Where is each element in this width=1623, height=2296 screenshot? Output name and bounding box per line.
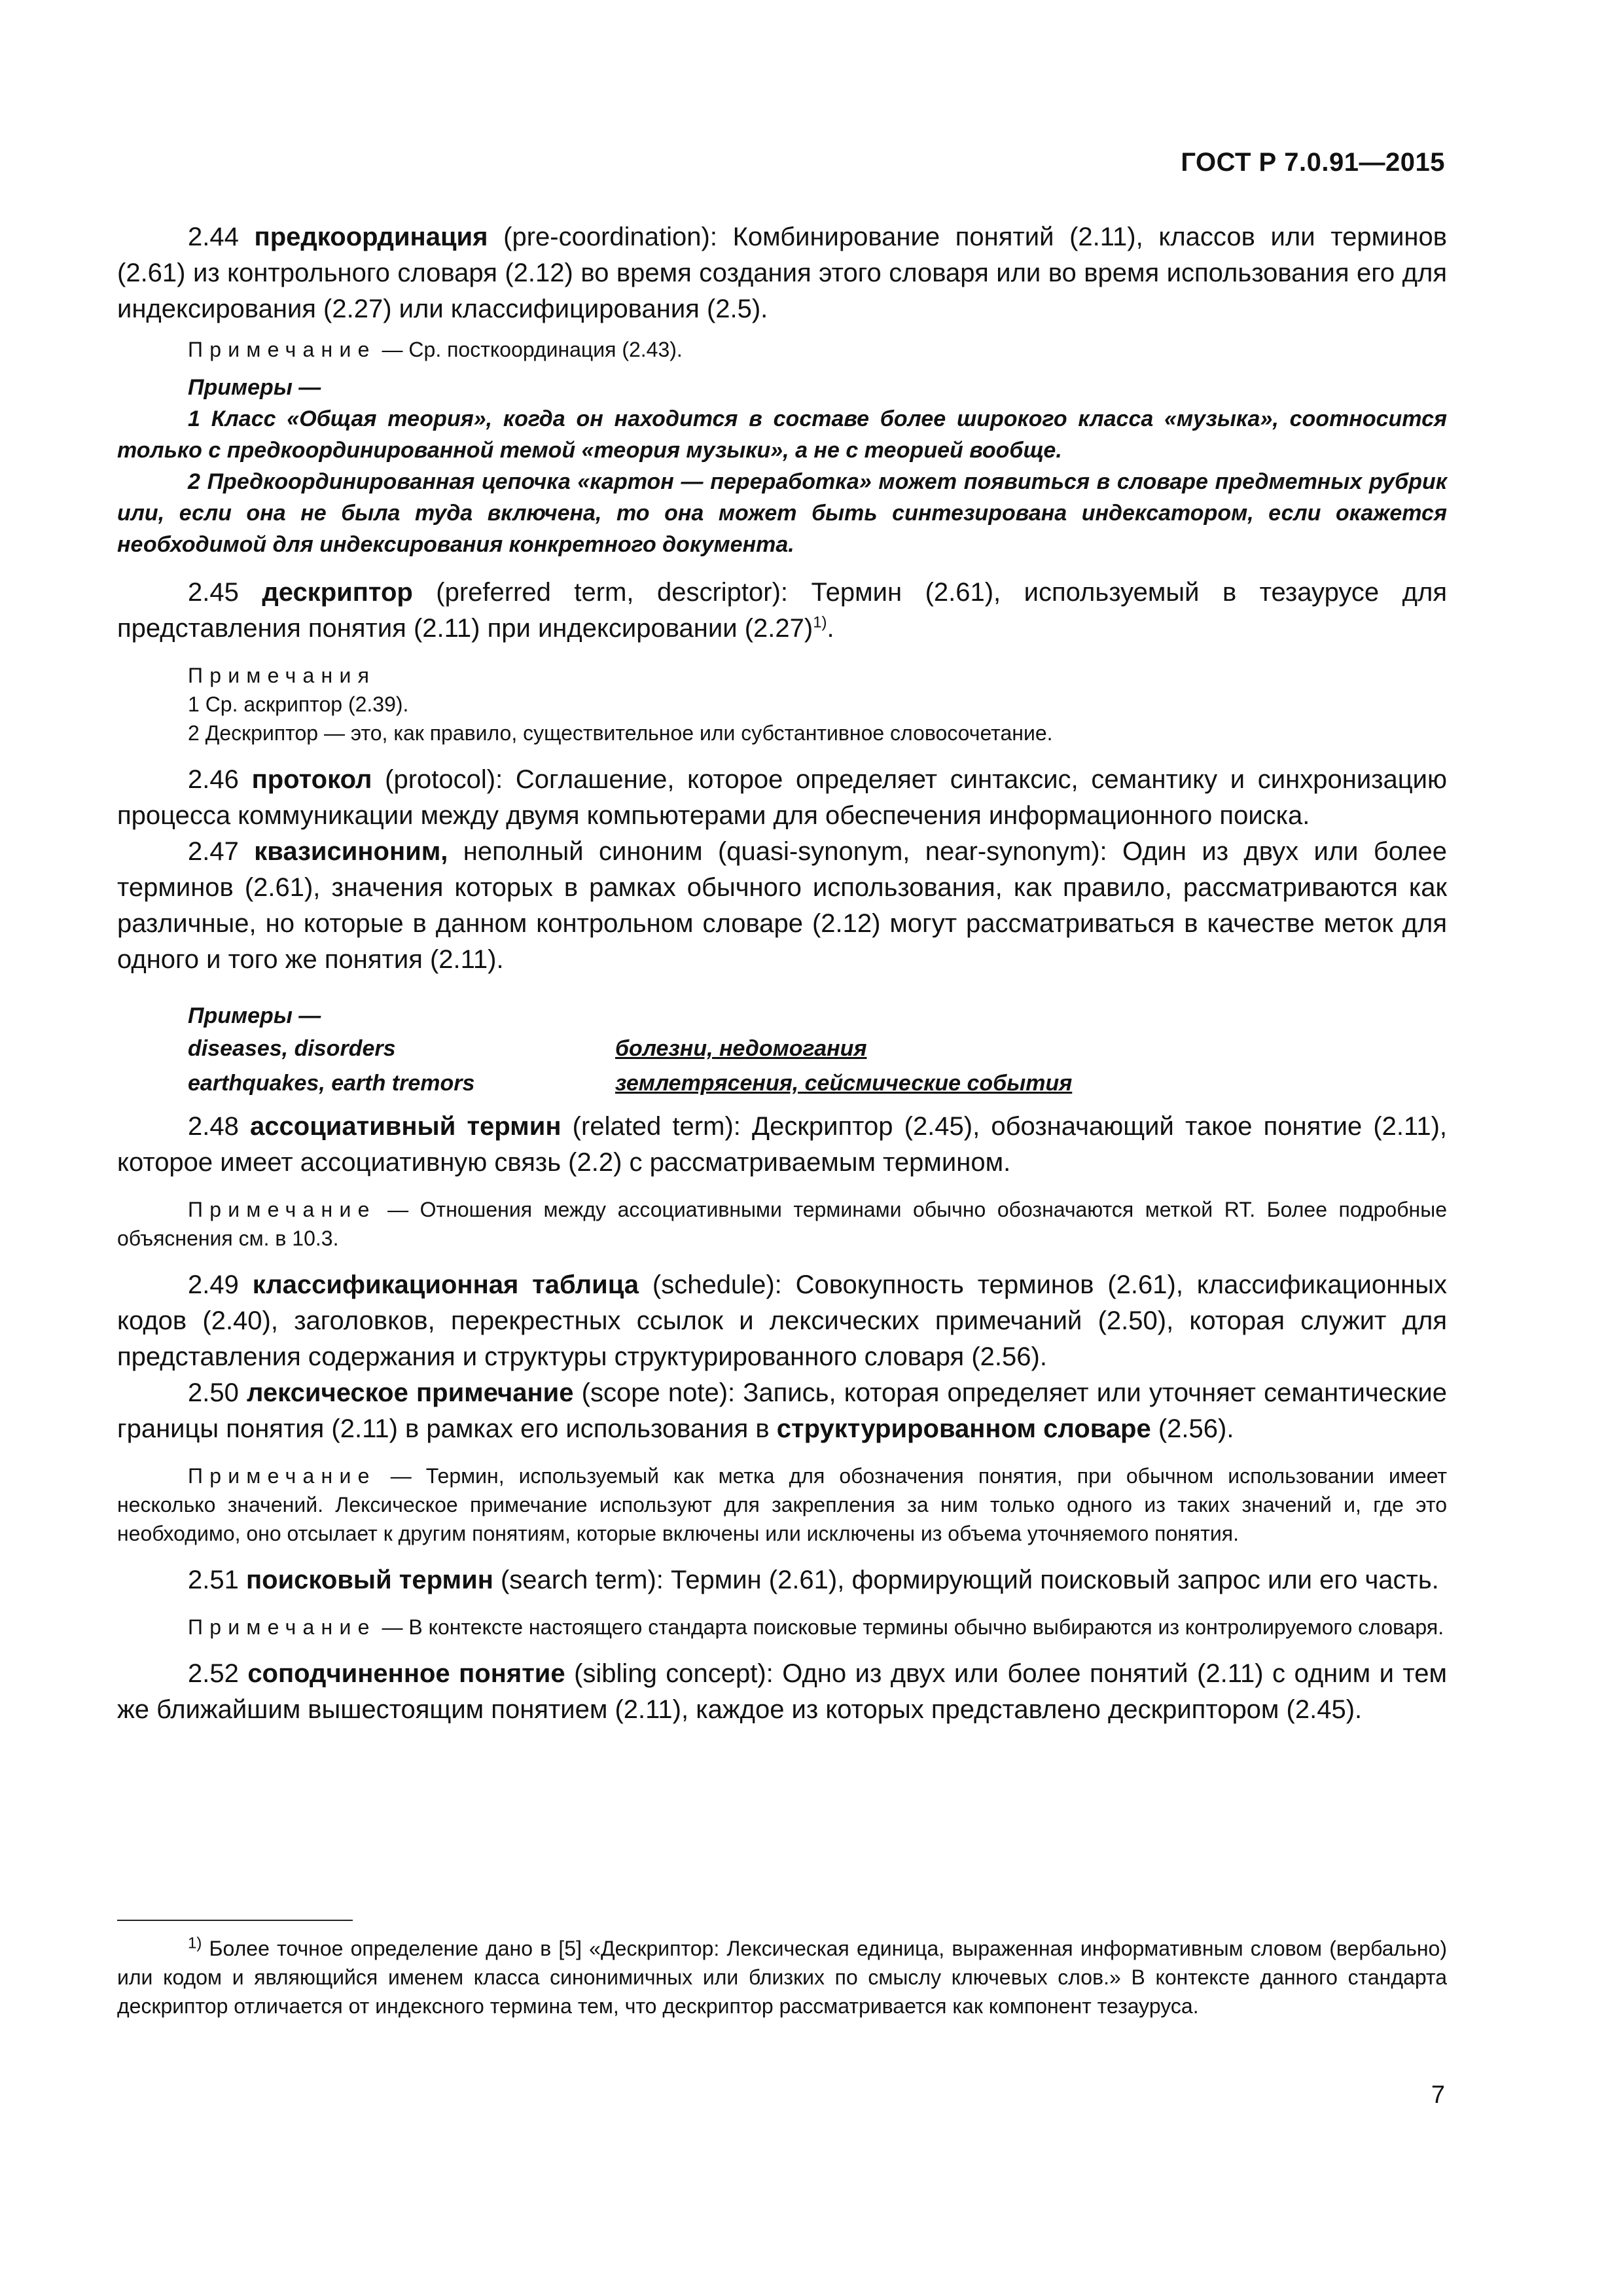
term-entry-2-51 <box>117 1562 1447 1598</box>
footnote <box>117 1934 1447 2020</box>
term-entry-2-46 <box>117 762 1447 834</box>
term-definition: (preferred term, descriptor): Термин (2.61), используемый в тезаурусе для представления понятия (2.11) при индексировании (2.27) <box>117 578 1447 643</box>
example-russian: землетрясения, сейсмические события <box>615 1071 1073 1096</box>
term-number: 2.44 <box>188 223 239 251</box>
example-pair <box>188 1066 1447 1101</box>
note-text: — Отношения между ассоциативными терминами обычно обозначаются меткой RT. Более подробные объяснения см. в 10.3. <box>117 1198 1447 1250</box>
example-1: 1 Класс «Общая теория», когда он находится в составе более широкого класса «музыка», соотносится только с предкоординированной темой «теория музыки», а не с теорией вообще. <box>117 406 1447 463</box>
term-name: поисковый термин <box>245 1566 493 1594</box>
example-pairs <box>117 1031 1447 1101</box>
example-2: 2 Предкоординированная цепочка «картон — переработка» может появиться в словаре предметных рубрик или, если она не была туда включена, то она может быть синтезирована индексатором, если окажется необходимой для индексирования конкретного документа. <box>117 469 1447 557</box>
term-definition: (pre-coordination): Комбинирование понятий (2.11), классов или терминов (2.61) из контрольного словаря (2.12) во время создания этого словаря или во время использования его для индексирования (2.27) или классифицирования (2.5). <box>117 223 1447 323</box>
note-text: — Ср. посткоординация (2.43). <box>376 338 683 361</box>
examples-heading: Примеры — <box>188 375 321 400</box>
note-label: Примечание <box>188 1615 376 1639</box>
term-entry-2-47 <box>117 834 1447 978</box>
examples-heading: Примеры — <box>188 1003 321 1028</box>
term-definition: (scope note): Запись, которая определяет или уточняет семантические границы понятия (2.11) в рамках его использования в <box>117 1378 1448 1443</box>
footnote-separator <box>117 1920 353 1921</box>
term-entry-2-49 <box>117 1267 1447 1375</box>
footnote-text: Более точное определение дано в [5] «Дескриптор: Лексическая единица, выраженная информативным словом (вербально) или кодом и являющийся именем класса синонимичных или близких по смыслу ключевых слов.» В контексте данного стандарта дескриптор отличается от индексного термина тем, что дескриптор рассматривается как компонент тезауруса. <box>117 1937 1447 2018</box>
term-name: ассоциативный термин <box>250 1112 562 1141</box>
term-definition: (search term): Термин (2.61), формирующий поисковый запрос или его часть. <box>493 1566 1439 1594</box>
note-text: — Термин, используемый как метка для обозначения понятия, при обычном использовании имеет несколько значений. Лексическое примечание используют для закрепления за ним только одного из таких значений и, где это необходимо, оно отсылает к другим понятиям, которые включены или исключены из объема уточняемого понятия. <box>117 1464 1447 1545</box>
term-name: соподчиненное понятие <box>247 1659 565 1688</box>
term-definition: (sibling concept): Одно из двух или более понятий (2.11) с одним и тем же ближайшим вышестоящим понятием (2.11), каждое из которых представлено дескриптором (2.45). <box>117 1659 1447 1724</box>
note-text: — В контексте настоящего стандарта поисковые термины обычно выбираются из контролируемого словаря. <box>376 1615 1444 1639</box>
term-number: 2.52 <box>188 1659 239 1688</box>
term-entry-2-44 <box>117 219 1447 327</box>
term-number: 2.49 <box>188 1270 239 1299</box>
term-number: 2.48 <box>188 1112 239 1141</box>
footnote-mark: 1) <box>188 1934 202 1952</box>
example-english: earthquakes, earth tremors <box>188 1071 475 1096</box>
page-number: 7 <box>1431 2081 1445 2109</box>
example-russian: болезни, недомогания <box>615 1036 867 1061</box>
note-label: Примечание <box>188 338 376 361</box>
term-bold-reference: структурированном словаре <box>776 1414 1151 1443</box>
term-name: предкоординация <box>254 223 488 251</box>
term-entry-2-50: 2.50 лексическое примечание (scope note): Запись, которая определяет или уточняет семантические границы понятия (2.11) в рамках его использования в структурированном словаре (2.56). <box>117 1378 1448 1443</box>
term-name: протокол <box>251 765 372 794</box>
term-name: дескриптор <box>262 578 413 607</box>
note <box>117 335 1447 364</box>
term-entry-2-45: 2.45 дескриптор (preferred term, descriptor): Термин (2.61), используемый в тезаурусе для представления понятия (2.11) при индексировании $(2.27)^{1)}$. <box>117 578 1447 643</box>
term-name: лексическое примечание <box>247 1378 574 1407</box>
term-number: 2.47 <box>188 837 239 866</box>
note-item-1: 1 Ср. аскриптор (2.39). <box>188 692 409 716</box>
term-number: 2.51 <box>188 1566 239 1594</box>
term-number: 2.50 <box>188 1378 239 1407</box>
note <box>117 1462 1447 1548</box>
term-number: 2.45 <box>188 578 239 607</box>
example-pair <box>188 1031 1447 1066</box>
term-definition: неполный синоним (quasi-synonym, near-synonym): Один из двух или более терминов (2.61), значения которых в рамках обычного использования, как правило, рассматриваются как различные, но которые в данном контрольном словаре (2.12) могут рассматриваться в качестве меток для одного и того же понятия (2.11). <box>117 837 1447 974</box>
note <box>117 1613 1447 1641</box>
term-definition: (schedule): Совокупность терминов (2.61), классификационных кодов (2.40), заголовков, перекрестных ссылок и лексических примечаний (2.50), которая служит для представления содержания и структуры структурированного словаря (2.56). <box>117 1270 1447 1371</box>
note <box>117 1195 1447 1253</box>
term-definition: (related term): Дескриптор (2.45), обозначающий такое понятие (2.11), которое имеет ассоциативную связь (2.2) с рассматриваемым термином. <box>117 1112 1447 1177</box>
example-english: diseases, disorders <box>188 1036 396 1061</box>
term-definition: (protocol): Соглашение, которое определяет синтаксис, семантику и синхронизацию процесса коммуникации между двумя компьютерами для обеспечения информационного поиска. <box>117 765 1447 830</box>
notes-heading: Примечания <box>188 664 376 687</box>
term-name: классификационная таблица <box>252 1270 639 1299</box>
term-entry-2-52 <box>117 1656 1447 1728</box>
standard-header: ГОСТ Р 7.0.91—2015 <box>1181 148 1445 177</box>
term-name: квазисиноним, <box>254 837 448 866</box>
note-label: Примечание <box>188 1464 376 1488</box>
term-entry-2-48 <box>117 1109 1447 1181</box>
note-item-2: 2 Дескриптор — это, как правило, существительное или субстантивное словосочетание. <box>188 721 1053 745</box>
note-label: Примечание <box>188 1198 376 1221</box>
page-body <box>117 219 1447 1728</box>
footnote-reference[interactable]: 1) <box>813 613 827 632</box>
term-number: 2.46 <box>188 765 239 794</box>
